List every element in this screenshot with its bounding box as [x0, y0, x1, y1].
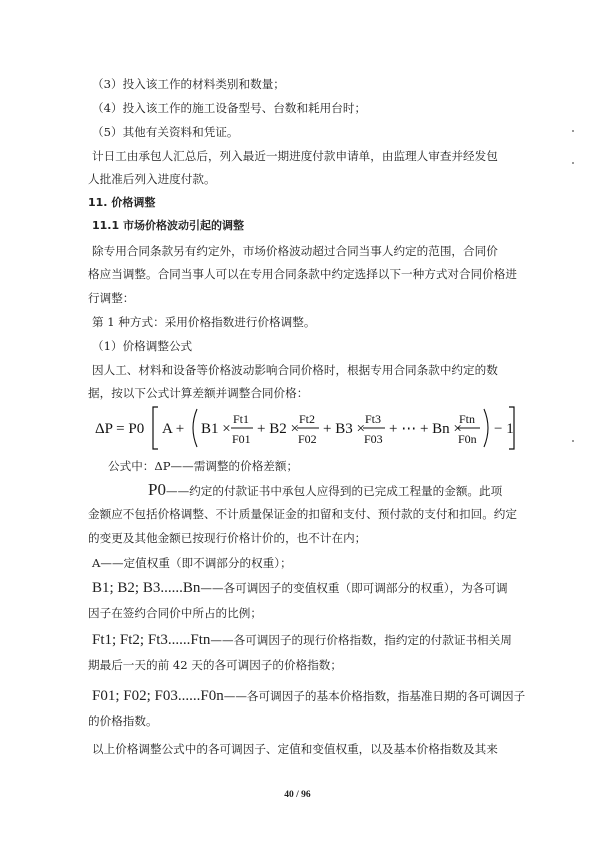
definition-b: B1; B2; B3......Bn——各可调因子的变值权重（即可调部分的权重），为各可调 [92, 580, 508, 596]
paren-right [484, 409, 488, 447]
paragraph-line: 因子在签约合同价中所占的比例； [88, 606, 262, 620]
scan-mark [572, 440, 574, 442]
formula-lhs: ΔP = P0 [95, 421, 145, 437]
symbol-b: B1; B2; B3......Bn [92, 580, 201, 596]
formula-f01: F01 [232, 432, 251, 446]
formula-ft3: Ft3 [365, 412, 382, 426]
definition-f0: F01; F02; F03......F0n——各可调因子的基本价格指数，指基准日期的各可调因子 [92, 688, 526, 704]
formula-ft2: Ft2 [299, 412, 316, 426]
formula-b2: + B2 × [257, 421, 299, 437]
paragraph-line: 期最后一天的前 42 天的各可调因子的价格指数； [88, 658, 342, 672]
definition-a: A——定值权重（即不调部分的权重）； [92, 556, 292, 570]
list-item-5: （5）其他有关资料和凭证。 [92, 125, 239, 139]
paragraph-line: （1）价格调整公式 [92, 339, 193, 353]
paren-left [193, 409, 197, 447]
paragraph-line: 行调整： [88, 291, 135, 305]
paragraph-line: 以上价格调整公式中的各可调因子、定值和变值权重，以及基本价格指数及其来 [92, 742, 498, 756]
paragraph-line: 格应当调整。合同当事人可以在专用合同条款中约定选择以下一种方式对合同价格进 [88, 267, 517, 281]
price-adjustment-formula [95, 403, 515, 453]
formula-dots: + ⋯ + Bn × [389, 421, 462, 437]
formula-b3: + B3 × [323, 421, 365, 437]
symbol-f0: F01; F02; F03......F0n [92, 688, 224, 704]
definition-ft: Ft1; Ft2; Ft3......Ftn——各可调因子的现行价格指数，指约定的付款证书相关周 [92, 632, 512, 648]
symbol-p0: P0 [148, 480, 166, 499]
formula-f0n: F0n [458, 432, 477, 446]
list-item-4: （4）投入该工作的施工设备型号、台数和耗用台时； [92, 101, 367, 115]
section-heading: 11. 价格调整 [88, 196, 156, 209]
list-item-3: （3）投入该工作的材料类别和数量； [92, 77, 285, 91]
paragraph-line: 第 1 种方式：采用价格指数进行价格调整。 [92, 315, 316, 329]
where-line: 公式中：ΔP——需调整的价格差额； [108, 459, 299, 473]
formula-f02: F02 [298, 432, 317, 446]
formula-ftn: Ftn [459, 412, 476, 426]
paragraph-line: 据，按以下公式计算差额并调整合同价格： [88, 386, 309, 400]
paragraph-line: 因人工、材料和设备等价格波动影响合同价格时，根据专用合同条款中约定的数 [92, 363, 498, 377]
paragraph-line: 人批准后列入进度付款。 [88, 172, 216, 186]
paragraph-line: 的价格指数。 [88, 714, 158, 728]
page-number: 40 / 96 [284, 790, 311, 800]
paragraph-line: 除专用合同条款另有约定外，市场价格波动超过合同当事人约定的范围，合同价 [92, 244, 498, 258]
definition-p0: P0——约定的付款证书中承包人应得到的已完成工程量的金额。此项 [148, 480, 503, 499]
bracket-left [153, 407, 158, 449]
paragraph-line: 的变更及其他金额已按现行价格计价的，也不计在内； [88, 531, 367, 545]
formula-a: A + [162, 421, 185, 437]
formula-f03: F03 [364, 432, 383, 446]
formula-tail: − 1 [494, 421, 514, 437]
subsection-heading: 11.1 市场价格波动引起的调整 [92, 219, 244, 232]
paragraph-line: 金额应不包括价格调整、不计质量保证金的扣留和支付、预付款的支付和扣回。约定 [88, 507, 517, 521]
paragraph-line: 计日工由承包人汇总后，列入最近一期进度付款申请单，由监理人审查并经发包 [92, 149, 498, 163]
scan-mark [572, 162, 574, 164]
formula-ft1: Ft1 [233, 412, 250, 426]
formula-b1: B1 × [201, 421, 231, 437]
scan-mark [572, 130, 574, 132]
symbol-ft: Ft1; Ft2; Ft3......Ftn [92, 632, 211, 648]
